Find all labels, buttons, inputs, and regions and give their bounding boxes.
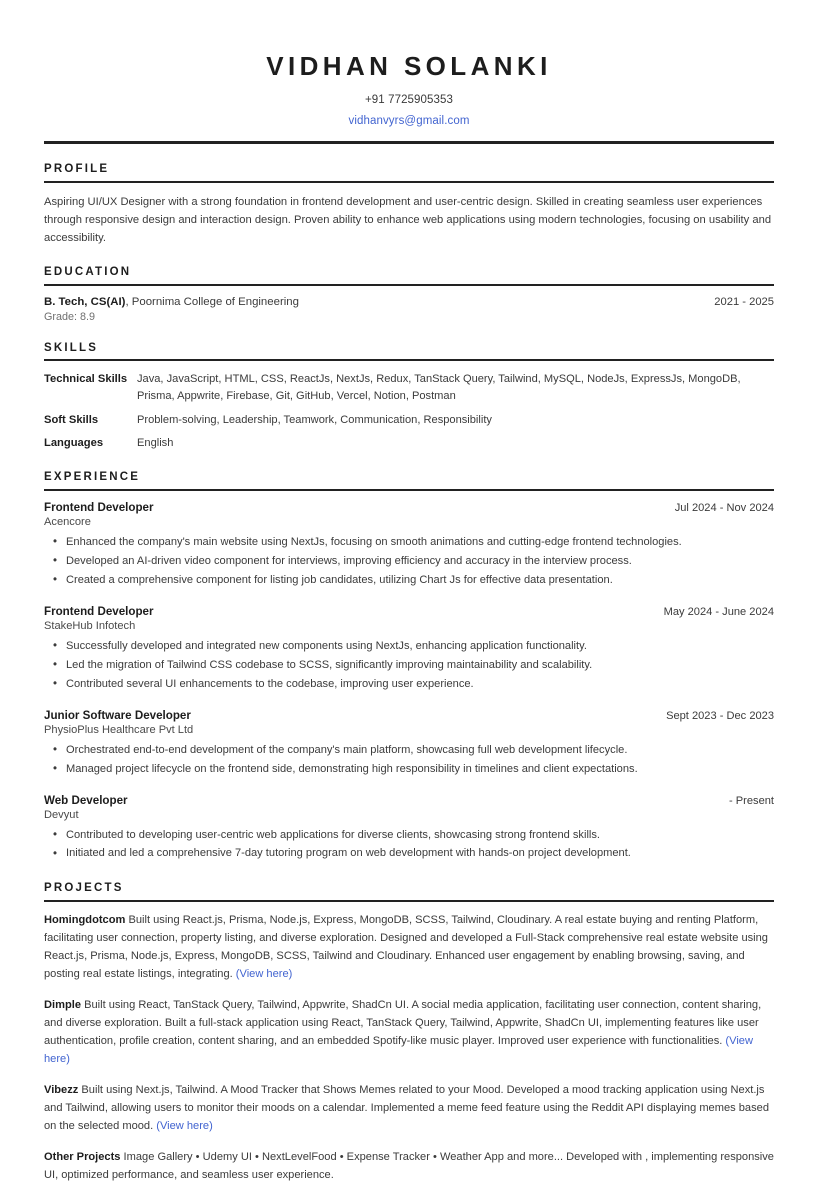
job-bullet: • Successfully developed and integrated new components using NextJs, enhancing application functionality.: [66, 638, 774, 656]
skill-row: [44, 371, 774, 404]
experience-entry-header: [44, 709, 774, 722]
experience-entry-header: [44, 794, 774, 807]
section-title-profile: PROFILE: [44, 162, 110, 175]
job-company: StakeHub Infotech: [44, 619, 136, 632]
job-bullet-list: [44, 534, 774, 590]
project-view-link[interactable]: (View here): [156, 1119, 213, 1132]
job-company: Devyut: [44, 808, 79, 821]
candidate-name: VIDHAN SOLANKI: [266, 51, 552, 81]
header-divider: [44, 141, 774, 144]
skill-category-value: Java, JavaScript, HTML, CSS, ReactJs, NextJs, Redux, TanStack Query, Tailwind, MySQL, NodeJs, ExpressJs, MongoDB, Prisma, Appwrite, Firebase, Git, GitHub, Vercel, Notion, Postman: [137, 373, 741, 402]
experience-entry-header: [44, 605, 774, 618]
job-title: Junior Software Developer: [44, 708, 191, 722]
job-bullet: • Created a comprehensive component for listing job candidates, utilizing Chart Js for effective data presentation.: [66, 572, 774, 590]
job-date: - Present: [728, 794, 774, 807]
job-title: Frontend Developer: [44, 604, 154, 618]
job-date: May 2024 - June 2024: [663, 605, 774, 618]
project-description: Built using React.js, Prisma, Node.js, Express, MongoDB, SCSS, Tailwind, Cloudinary. A real estate buying and renting Platform, facilitating user connection, property listing, and diverse exploration. Designed and developed a Full-Stack comprehensive real estate website using React.js, Prisma, Node.js, Express, MongoDB, SCSS, Tailwind and Cloudinary. Enhanced user engagement by enabling browsing, saving, and posting real estate listings, integrating.: [44, 914, 768, 980]
section-title-projects: PROJECTS: [44, 882, 124, 895]
education-list: [44, 296, 774, 323]
job-company: Acencore: [44, 515, 91, 528]
experience-entry: [44, 501, 774, 590]
section-title-education: EDUCATION: [44, 265, 132, 278]
section-rule-profile: [44, 181, 774, 183]
section-title-skills: SKILLS: [44, 341, 99, 354]
project-name: Homingdotcom: [44, 914, 126, 927]
job-bullet: • Led the migration of Tailwind CSS codebase to SCSS, significantly improving maintainability and scalability.: [66, 657, 774, 675]
section-rule-experience: [44, 489, 774, 491]
skill-category-label: Technical Skills: [44, 373, 128, 386]
job-bullet: • Orchestrated end-to-end development of the company's main platform, showcasing full web development lifecycle.: [66, 742, 774, 760]
candidate-email-link[interactable]: vidhanvyrs@gmail.com: [348, 114, 470, 127]
project-name: Other Projects: [44, 1150, 121, 1163]
skill-category-label: Soft Skills: [44, 413, 99, 426]
project-view-link[interactable]: (View here): [235, 967, 293, 980]
project-body: [44, 1149, 774, 1185]
job-date: Sept 2023 - Dec 2023: [666, 709, 774, 722]
section-title-experience: EXPERIENCE: [44, 471, 141, 484]
skill-row: [44, 435, 774, 452]
project-name: Vibezz: [44, 1083, 79, 1096]
project-view-link[interactable]: (View here): [44, 1034, 753, 1065]
job-bullet-list: [44, 827, 774, 864]
candidate-phone: +91 7725905353: [364, 93, 454, 106]
section-projects: [44, 882, 774, 1184]
project-entry: [44, 1149, 774, 1185]
project-entry: [44, 997, 774, 1069]
skill-category-value: English: [137, 437, 174, 450]
education-entry-header: [44, 296, 774, 308]
project-description: Built using React, TanStack Query, Tailwind, Appwrite, ShadCn UI. A social media application, facilitating user connection, content sharing, and diverse exploration. Built a full-stack application using React, TanStack Query, Tailwind, Appwrite, ShadCn UI, implementing features like user authentication, profile creation, content sharing, and an embedded Spotify-like music player. Improved user experience with functionalities.: [44, 998, 762, 1047]
experience-entry: [44, 709, 774, 779]
project-entry: [44, 912, 774, 984]
job-title: Web Developer: [44, 793, 128, 807]
skill-category-value: Problem-solving, Leadership, Teamwork, Communication, Responsibility: [137, 413, 492, 426]
education-institution: , Poornima College of Engineering: [125, 295, 299, 308]
project-description: Image Gallery • Udemy UI • NextLevelFood • Expense Tracker • Weather App and more... Developed with , implementing responsive UI, optimized performance, and seamless user experience.: [44, 1150, 774, 1181]
job-bullet: • Contributed several UI enhancements to the codebase, improving user experience.: [66, 676, 774, 694]
profile-summary-text: Aspiring UI/UX Designer with a strong foundation in frontend development and user-centric design. Skilled in creating seamless user experiences through responsive design and interaction design. Proven ability to enhance web applications using modern technologies, focusing on usability and accessibility.: [44, 195, 772, 244]
resume-header: [44, 0, 774, 144]
project-name: Dimple: [44, 998, 81, 1011]
section-skills: [44, 342, 774, 453]
section-rule-projects: [44, 900, 774, 902]
skill-row: [44, 412, 774, 429]
skill-category-label: Languages: [44, 437, 104, 450]
education-degree: B. Tech, CS(AI): [44, 295, 126, 308]
job-company: PhysioPlus Healthcare Pvt Ltd: [44, 723, 194, 736]
education-degree-institution: [44, 296, 299, 308]
job-date: Jul 2024 - Nov 2024: [674, 501, 774, 514]
experience-entry: [44, 794, 774, 864]
job-bullet: • Developed an AI-driven video component for interviews, improving efficiency and accuracy in the interview process.: [66, 553, 774, 571]
section-rule-education: [44, 284, 774, 286]
section-experience: [44, 471, 774, 863]
skills-list: [44, 371, 774, 452]
job-bullet-list: [44, 742, 774, 779]
section-education: [44, 266, 774, 323]
project-body: [44, 1082, 774, 1136]
job-bullet: • Managed project lifecycle on the frontend side, demonstrating high responsibility in timelines and client expectations.: [66, 761, 774, 779]
project-body: [44, 912, 774, 984]
section-rule-skills: [44, 359, 774, 361]
job-bullet: • Contributed to developing user-centric web applications for diverse clients, showcasing strong frontend skills.: [66, 827, 774, 845]
education-date: 2021 - 2025: [714, 295, 774, 308]
job-bullet: • Enhanced the company's main website using NextJs, focusing on smooth animations and cutting-edge frontend technologies.: [66, 534, 774, 552]
project-description: Built using Next.js, Tailwind. A Mood Tracker that Shows Memes related to your Mood. Developed a mood tracking application using Next.js and Tailwind, allowing users to monitor their moods on a calendar. Implemented a meme feed feature using the Reddit API displaying memes based on the selected mood.: [44, 1083, 769, 1132]
experience-entry: [44, 605, 774, 694]
job-bullet: • Initiated and led a comprehensive 7-day tutoring program on web development with hands-on project development.: [66, 845, 774, 863]
education-grade: Grade: 8.9: [44, 310, 96, 323]
job-bullet-list: [44, 638, 774, 694]
project-entry: [44, 1082, 774, 1136]
section-profile: [44, 163, 774, 247]
project-body: [44, 997, 774, 1069]
job-title: Frontend Developer: [44, 500, 154, 514]
education-entry: [44, 296, 774, 323]
experience-entry-header: [44, 501, 774, 514]
